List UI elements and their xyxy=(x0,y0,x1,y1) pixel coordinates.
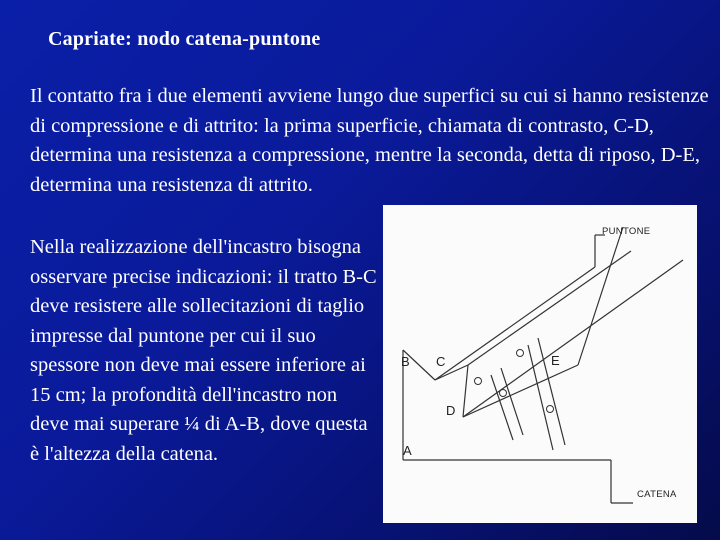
puntone-lower-edge xyxy=(435,267,595,380)
truss-joint-drawing xyxy=(383,205,697,523)
bolt-1 xyxy=(475,378,482,385)
strap-left-2 xyxy=(501,368,523,435)
puntone-upper-edge xyxy=(468,251,631,365)
label-point-e: E xyxy=(551,353,560,368)
paragraph-contact-surfaces: Il contatto fra i due elementi avviene lungo due superfici su cui si hanno resistenze di compressione e di attrito: la prima superficie, chiamata di contrasto, C-D, determina una resistenza a compressione, mentre la seconda, detta di riposo, D-E, determina una resistenza di attrito. xyxy=(30,85,709,196)
strap-right-1 xyxy=(528,345,553,450)
label-point-b: B xyxy=(401,354,410,369)
bolt-3 xyxy=(517,350,524,357)
strap-left-1 xyxy=(491,375,513,440)
label-catena: CATENA xyxy=(637,489,677,500)
slide-title: Capriate: nodo catena-puntone xyxy=(48,28,321,50)
bolt-4 xyxy=(547,406,554,413)
truss-joint-diagram xyxy=(383,205,697,523)
paragraph-joint-rules: Nella realizzazione dell'incastro bisogna osservare precise indicazioni: il tratto B-C deve resistere alle sollecitazioni di taglio impresse dal puntone per cui il suo spessore non deve mai essere inferiore ai 15 cm; la profondità dell'incastro non deve mai superare ¼ di A-B, dove questa è l'altezza della catena. xyxy=(30,236,377,465)
bolt-2 xyxy=(500,390,507,397)
puntone-end-edge xyxy=(578,227,623,365)
label-point-d: D xyxy=(446,403,456,418)
label-point-c: C xyxy=(436,354,446,369)
label-puntone: PUNTONE xyxy=(602,226,651,237)
puntone-lower-edge-2 xyxy=(463,260,683,417)
notch-cd xyxy=(463,365,468,417)
notch-de xyxy=(463,365,578,417)
label-point-a: A xyxy=(403,443,412,458)
